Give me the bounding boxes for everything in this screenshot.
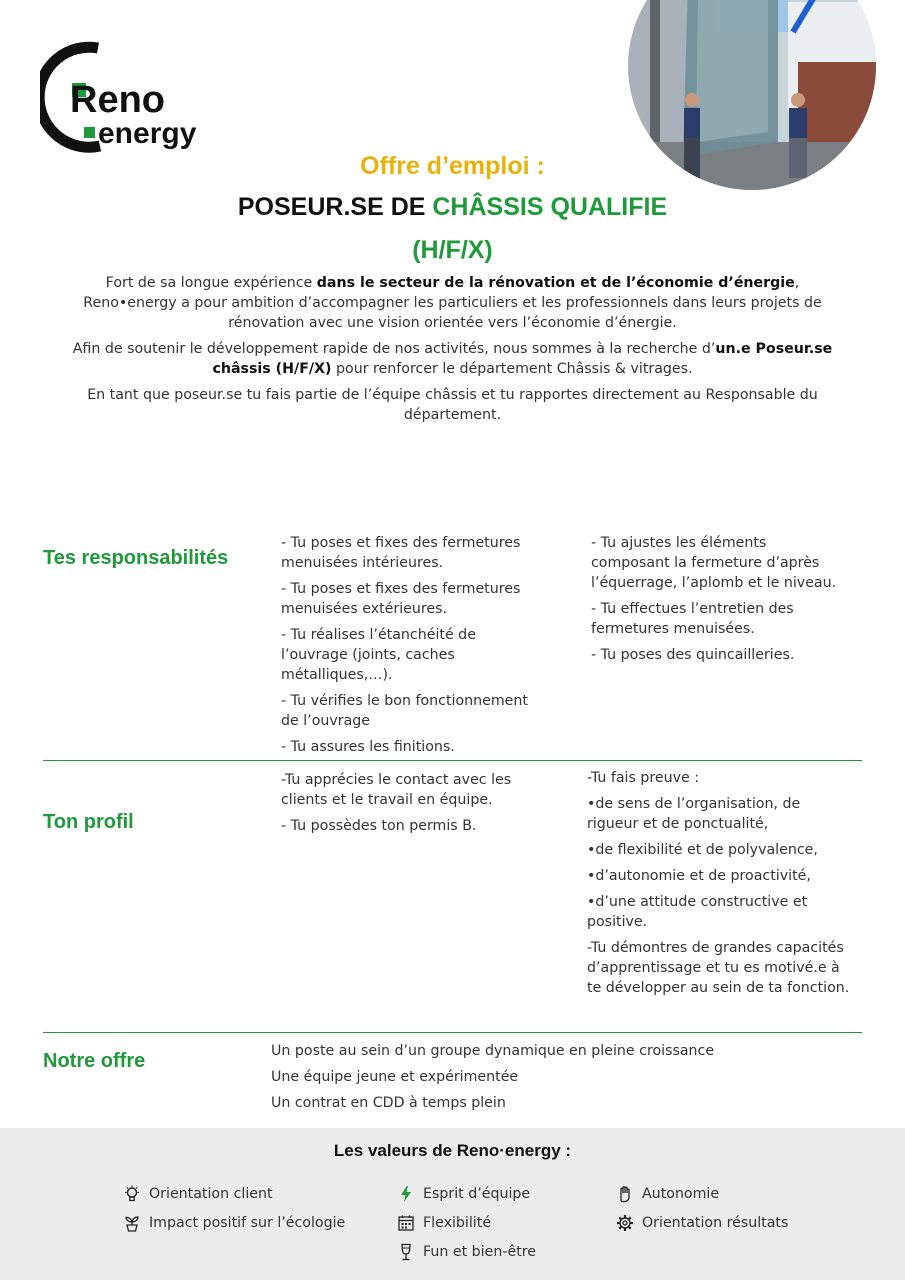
value-flexibilite [397, 1214, 491, 1232]
list-item: Un contrat en CDD à temps plein [271, 1095, 506, 1111]
value-label: Orientation résultats [642, 1215, 789, 1231]
job-title-part2: CHÂSSIS QUALIFIE [432, 193, 668, 221]
section-title-responsabilites: Tes responsabilités [43, 547, 229, 569]
list-item: - Tu ajustes les éléments composant la fermeture d’après l’équerrage, l’aplomb et le niveau. [591, 535, 837, 591]
list-item: •de sens de l’organisation, de rigueur et de ponctualité, [587, 796, 801, 832]
list-item: -Tu apprécies le contact avec les clients et le travail en équipe. [281, 772, 512, 808]
job-offer-kicker: Offre d’emploi : [360, 152, 545, 180]
value-esprit-equipe [397, 1185, 530, 1203]
values-title: Les valeurs de Reno·energy : [333, 1141, 572, 1160]
value-autonomie [616, 1185, 719, 1203]
responsabilites-left-column [281, 533, 541, 763]
list-item: - Tu poses des quincailleries. [591, 647, 795, 663]
calendar-icon [397, 1214, 415, 1232]
list-item: •d’autonomie et de proactivité, [587, 868, 811, 884]
intro-paragraph-2: Afin de soutenir le développement rapide de nos activités, nous sommes à la recherche d’un.e Poseur.se châssis (H/F/X) pour renforcer le département Châssis & vitrages. [72, 341, 833, 377]
list-item: - Tu effectues l’entretien des fermetures menuisées. [591, 601, 794, 637]
profil-left-column [281, 770, 521, 842]
section-title-offre: Notre offre [43, 1050, 146, 1072]
value-label: Impact positif sur l’écologie [149, 1215, 346, 1231]
list-item: •d’une attitude constructive et positive. [587, 894, 808, 930]
logo-mark [40, 40, 240, 155]
list-item: •de flexibilité et de polyvalence, [587, 842, 818, 858]
value-fun-bien-etre [397, 1243, 536, 1261]
list-item: Une équipe jeune et expérimentée [271, 1069, 519, 1085]
list-item: Un poste au sein d’un groupe dynamique en pleine croissance [271, 1043, 715, 1059]
value-label: Esprit d’équipe [423, 1186, 531, 1202]
section-divider [43, 1032, 862, 1033]
reno-energy-logo [40, 40, 240, 155]
plant-icon [123, 1214, 141, 1232]
lightning-icon [397, 1185, 415, 1203]
job-title [0, 193, 905, 222]
list-item: - Tu possèdes ton permis B. [281, 818, 477, 834]
intro-text [60, 273, 845, 431]
value-label: Autonomie [642, 1186, 720, 1202]
responsabilites-right-column [591, 533, 849, 671]
glass-icon [397, 1243, 415, 1261]
job-title-gender: (H/F/X) [412, 236, 493, 264]
list-item: -Tu fais preuve : [587, 770, 700, 786]
profil-right-column [587, 768, 855, 1004]
section-divider [43, 760, 862, 761]
logo-text-top: Reno [70, 79, 165, 121]
intro-paragraph-1: Fort de sa longue expérience dans le secteur de la rénovation et de l’économie d’énergie, Reno•energy a pour ambition d’accompagner les particuliers et les professionnels dans leurs projets de rénovation avec une vision orientée vers l’économie d’énergie. [83, 275, 822, 331]
value-label: Fun et bien-être [423, 1244, 537, 1260]
list-item: - Tu poses et fixes des fermetures menuisées intérieures. [281, 535, 521, 571]
section-title-profil: Ton profil [43, 811, 134, 833]
hand-icon [616, 1185, 634, 1203]
list-item: -Tu démontres de grandes capacités d’apprentissage et tu es motivé.e à te développer au sein de ta fonction. [587, 940, 850, 996]
value-label: Orientation client [149, 1186, 273, 1202]
intro-paragraph-3: En tant que poseur.se tu fais partie de l’équipe châssis et tu rapportes directement au Responsable du département. [87, 387, 818, 423]
value-orientation-resultats [616, 1214, 788, 1232]
value-label: Flexibilité [423, 1215, 492, 1231]
gear-icon [616, 1214, 634, 1232]
value-orientation-client [123, 1185, 273, 1203]
job-title-part1: POSEUR.SE DE [237, 193, 433, 221]
list-item: - Tu assures les finitions. [281, 739, 455, 755]
list-item: - Tu poses et fixes des fermetures menuisées extérieures. [281, 581, 521, 617]
logo-text-bottom: energy [98, 117, 197, 150]
list-item: - Tu vérifies le bon fonctionnement de l’ouvrage [281, 693, 528, 729]
list-item: - Tu réalises l’étanchéité de l’ouvrage (joints, caches métalliques,…). [281, 627, 476, 683]
value-impact-ecologie [123, 1214, 345, 1232]
offre-list [271, 1041, 831, 1119]
lightbulb-icon [123, 1185, 141, 1203]
